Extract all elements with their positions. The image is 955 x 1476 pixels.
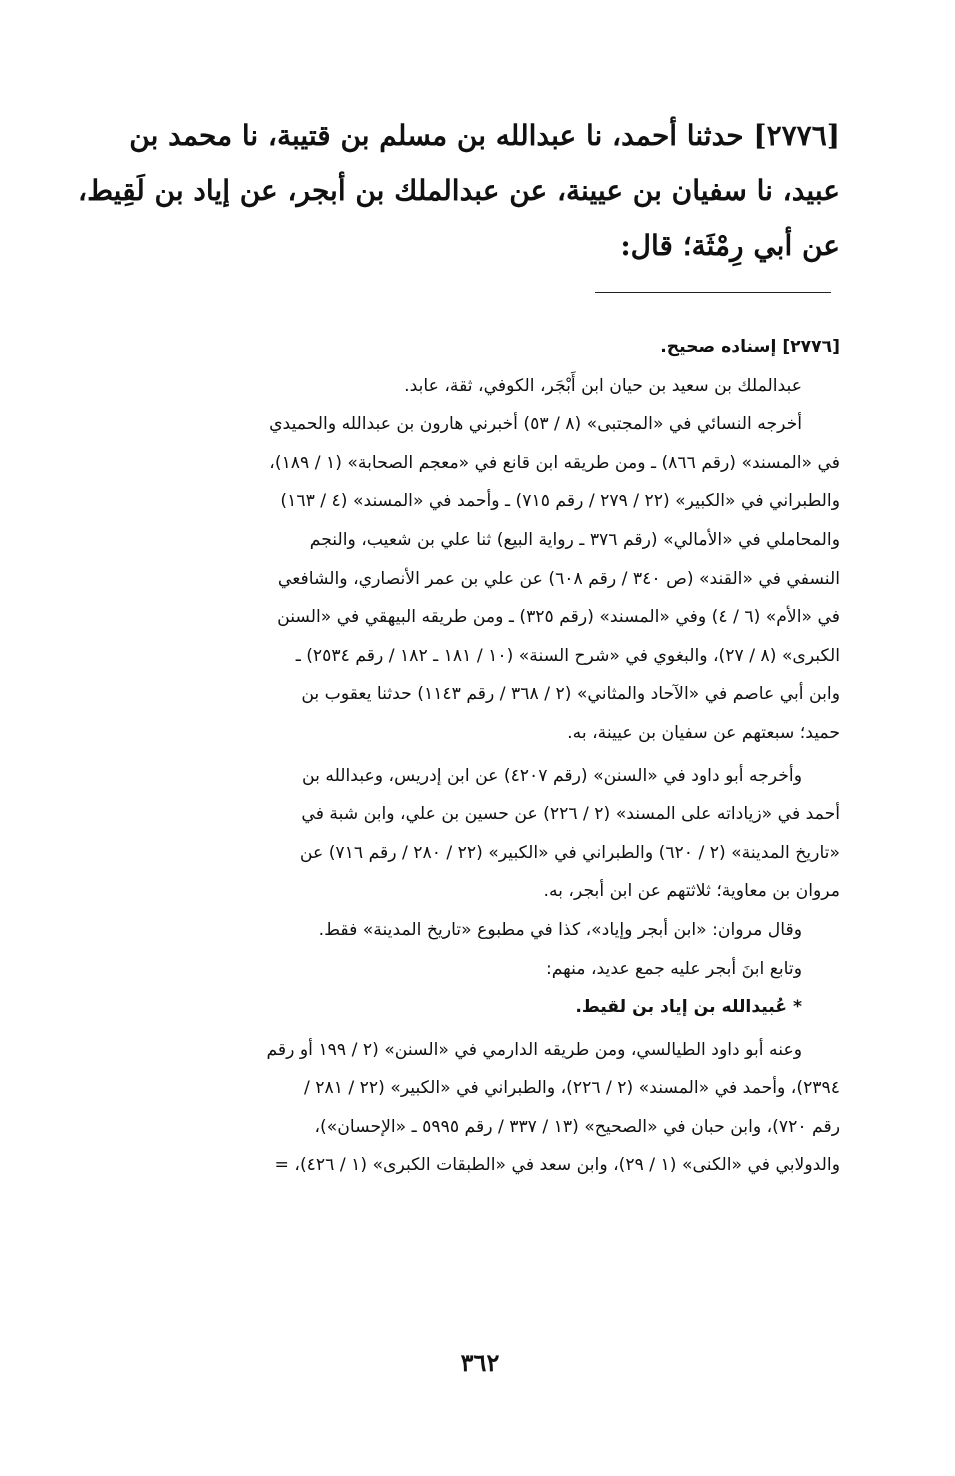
footnote-line: رقم ٧٢٠)، وابن حبان في «الصحيح» (١٣ / ٣٣٧ / رقم ٥٩٩٥ ـ «الإحسان»)،	[314, 1116, 840, 1137]
footnote-line: والمحاملي في «الأمالي» (رقم ٣٧٦ ـ رواية البيع) ثنا علي بن شعيب، والنجم	[309, 529, 840, 550]
hadith-line: عبيد، نا سفيان بن عيينة، عن عبدالملك بن أبجر، عن إياد بن لَقِيط،	[78, 174, 840, 207]
footnote-line: والدولابي في «الكنى» (١ / ٢٩)، وابن سعد في «الطبقات الكبرى» (١ / ٤٢٦)، =	[274, 1155, 840, 1176]
footnote-line: في «الأم» (٦ / ٤) وفي «المسند» (رقم ٣٢٥) ـ ومن طريقه البيهقي في «السنن	[277, 607, 840, 628]
footnote-line: وعنه أبو داود الطيالسي، ومن طريقه الدارمي في «السنن» (٢ / ١٩٩ أو رقم	[266, 1039, 802, 1060]
footnote-line: حميد؛ سبعتهم عن سفيان بن عيينة، به.	[567, 722, 840, 743]
footnote-line: في «المسند» (رقم ٨٦٦) ـ ومن طريقه ابن قانع في «معجم الصحابة» (١ / ١٨٩)،	[269, 452, 840, 473]
hadith-text	[78, 108, 840, 273]
footnote-line: أخرجه النسائي في «المجتبى» (٨ / ٥٣) أخبرني هارون بن عبدالله والحميدي	[269, 414, 802, 435]
footnote-line: النسفي في «القند» (ص ٣٤٠ / رقم ٦٠٨) عن علي بن عمر الأنصاري، والشافعي	[277, 568, 840, 589]
hadith-line: عن أبي رِمْثَة؛ قال:	[620, 229, 840, 262]
footnote-line: وأخرجه أبو داود في «السنن» (رقم ٤٢٠٧) عن ابن إدريس، وعبدالله بن	[302, 765, 802, 786]
footnote-heading: [٢٧٧٦] إسناده صحيح.	[660, 337, 840, 357]
footnote-line: الكبرى» (٨ / ٢٧)، والبغوي في «شرح السنة» (١٠ / ١٨١ ـ ١٨٢ / رقم ٢٥٣٤) ـ	[295, 645, 840, 666]
hadith-line: [٢٧٧٦] حدثنا أحمد، نا عبدالله بن مسلم بن قتيبة، نا محمد بن	[129, 119, 840, 152]
footnotes	[125, 328, 840, 1185]
footnote-divider	[595, 292, 831, 293]
page-number: ٣٦٢	[460, 1348, 500, 1377]
footnote-line: والطبراني في «الكبير» (٢٢ / ٢٧٩ / رقم ٧١٥) ـ وأحمد في «المسند» (٤ / ١٦٣)	[280, 491, 840, 512]
footnote-line: وقال مروان: «ابن أبجر وإياد»، كذا في مطبوع «تاريخ المدينة» فقط.	[318, 919, 802, 940]
footnote-line: مروان بن معاوية؛ ثلاثتهم عن ابن أبجر، به.	[543, 881, 840, 902]
footnote-line: «تاريخ المدينة» (٢ / ٦٢٠) والطبراني في «الكبير» (٢٢ / ٢٨٠ / رقم ٧١٦) عن	[299, 842, 840, 863]
footnote-subheading: * عُبيدالله بن إياد بن لقيط.	[575, 997, 802, 1018]
footnote-line: عبدالملك بن سعيد بن حيان ابن أَبْجَر، الكوفي، ثقة، عابد.	[404, 375, 802, 396]
footnote-line: وابن أبي عاصم في «الآحاد والمثاني» (٢ / ٣٦٨ / رقم ١١٤٣) حدثنا يعقوب بن	[301, 684, 840, 705]
footnote-line: ٢٣٩٤)، وأحمد في «المسند» (٢ / ٢٢٦)، والطبراني في «الكبير» (٢٢ / ٢٨١ /	[303, 1078, 840, 1099]
footnote-line: أحمد في «زياداته على المسند» (٢ / ٢٢٦) عن حسين بن علي، وابن شبة في	[301, 804, 840, 825]
footnote-line: وتابع ابنَ أبجر عليه جمع عديد، منهم:	[545, 958, 802, 979]
